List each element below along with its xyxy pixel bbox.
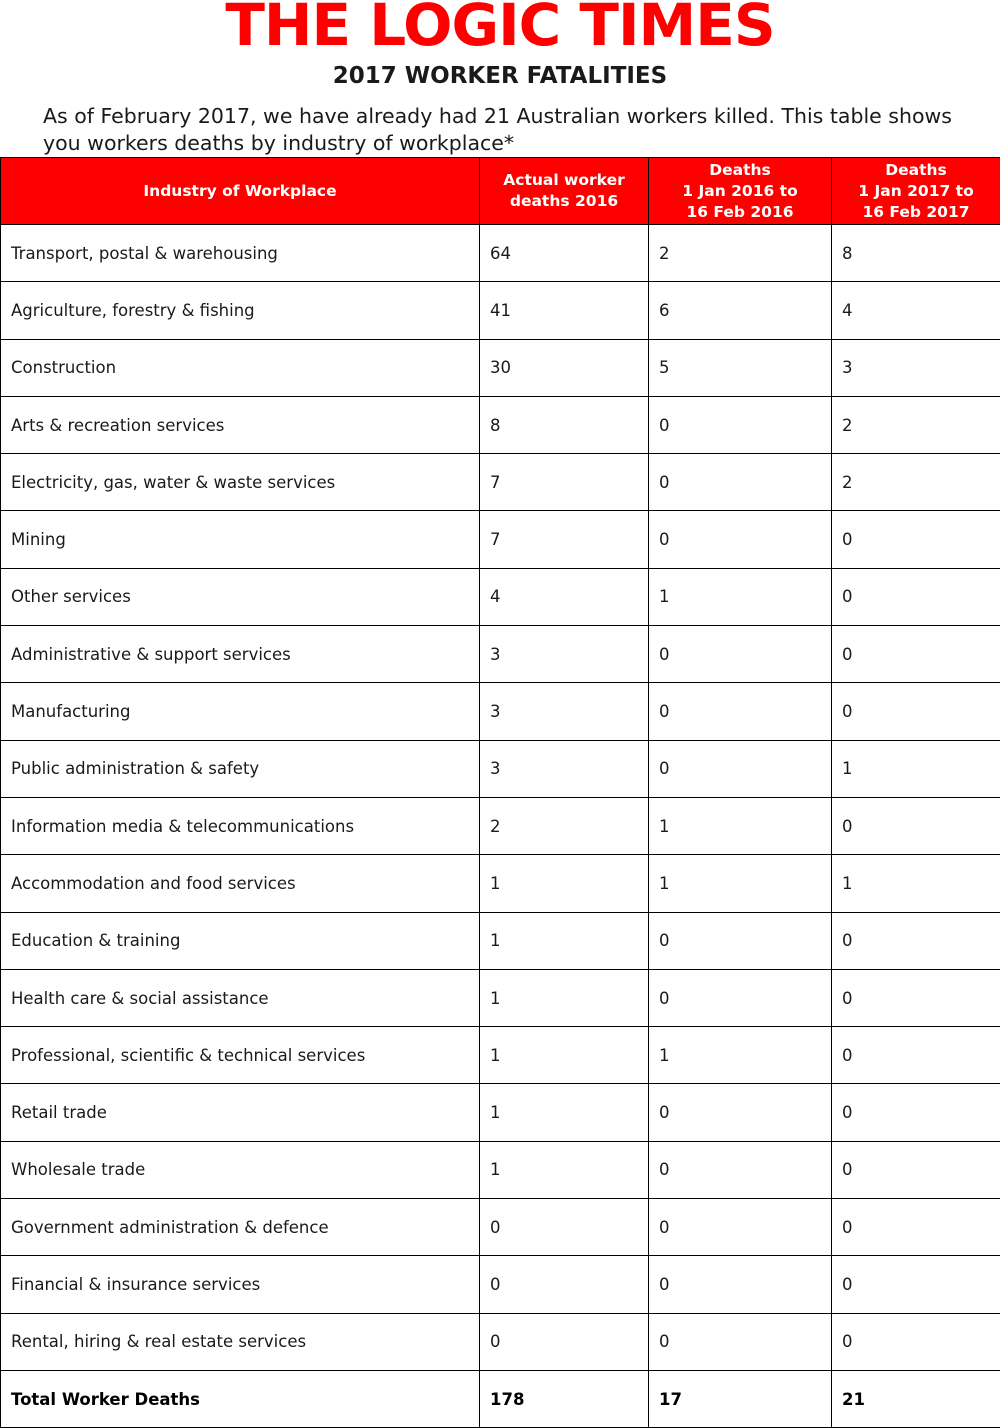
table-row xyxy=(1,1084,1000,1141)
cell-industry: Wholesale trade xyxy=(1,1141,480,1198)
cell-period-2017: 0 xyxy=(832,1141,1000,1198)
cell-period-2017: 0 xyxy=(832,511,1000,568)
table-body xyxy=(1,225,1000,1428)
table-row xyxy=(1,568,1000,625)
cell-period-2016: 5 xyxy=(649,339,832,396)
cell-period-2016: 0 xyxy=(649,1313,832,1370)
cell-period-2016: 1 xyxy=(649,1027,832,1084)
cell-actual-2016: 1 xyxy=(480,1027,649,1084)
cell-period-2017: 8 xyxy=(832,225,1000,282)
cell-period-2016: 0 xyxy=(649,396,832,453)
cell-industry: Administrative & support services xyxy=(1,626,480,683)
page-subtitle: 2017 WORKER FATALITIES xyxy=(0,60,1000,92)
cell-actual-2016: 8 xyxy=(480,396,649,453)
cell-period-2017: 2 xyxy=(832,396,1000,453)
cell-industry: Government administration & defence xyxy=(1,1199,480,1256)
cell-industry: Public administration & safety xyxy=(1,740,480,797)
cell-industry: Manufacturing xyxy=(1,683,480,740)
table-row xyxy=(1,454,1000,511)
intro-paragraph: As of February 2017, we have already had 21 Australian workers killed. This table shows you workers deaths by industry of workplace* xyxy=(43,103,978,157)
cell-industry: Other services xyxy=(1,568,480,625)
cell-actual-2016: 1 xyxy=(480,1141,649,1198)
cell-period-2017: 0 xyxy=(832,568,1000,625)
header-industry: Industry of Workplace xyxy=(1,158,480,225)
cell-industry: Retail trade xyxy=(1,1084,480,1141)
cell-period-2016: 0 xyxy=(649,683,832,740)
cell-period-2017: 2 xyxy=(832,454,1000,511)
cell-period-2016: 1 xyxy=(649,855,832,912)
cell-period-2017: 0 xyxy=(832,969,1000,1026)
cell-period-2017: 3 xyxy=(832,339,1000,396)
cell-period-2016: 0 xyxy=(649,912,832,969)
cell-period-2017: 4 xyxy=(832,282,1000,339)
total-period-2016: 17 xyxy=(649,1370,832,1427)
cell-period-2017: 1 xyxy=(832,855,1000,912)
cell-actual-2016: 1 xyxy=(480,855,649,912)
table-row xyxy=(1,1141,1000,1198)
cell-actual-2016: 0 xyxy=(480,1199,649,1256)
fatalities-table xyxy=(0,157,1000,1428)
cell-industry: Transport, postal & warehousing xyxy=(1,225,480,282)
cell-actual-2016: 30 xyxy=(480,339,649,396)
cell-industry: Education & training xyxy=(1,912,480,969)
total-period-2017: 21 xyxy=(832,1370,1000,1427)
cell-period-2016: 0 xyxy=(649,1141,832,1198)
total-actual-2016: 178 xyxy=(480,1370,649,1427)
table-row xyxy=(1,396,1000,453)
cell-industry: Rental, hiring & real estate services xyxy=(1,1313,480,1370)
cell-period-2016: 0 xyxy=(649,626,832,683)
cell-period-2016: 1 xyxy=(649,568,832,625)
table-row xyxy=(1,339,1000,396)
table-row xyxy=(1,1256,1000,1313)
cell-industry: Information media & telecommunications xyxy=(1,797,480,854)
cell-actual-2016: 4 xyxy=(480,568,649,625)
total-label: Total Worker Deaths xyxy=(1,1370,480,1427)
cell-actual-2016: 1 xyxy=(480,969,649,1026)
cell-period-2017: 0 xyxy=(832,626,1000,683)
cell-actual-2016: 3 xyxy=(480,740,649,797)
cell-period-2017: 0 xyxy=(832,1199,1000,1256)
cell-period-2017: 0 xyxy=(832,1256,1000,1313)
cell-industry: Electricity, gas, water & waste services xyxy=(1,454,480,511)
table-row xyxy=(1,282,1000,339)
cell-actual-2016: 7 xyxy=(480,454,649,511)
table-row xyxy=(1,626,1000,683)
cell-period-2016: 2 xyxy=(649,225,832,282)
cell-period-2016: 0 xyxy=(649,969,832,1026)
cell-industry: Construction xyxy=(1,339,480,396)
cell-period-2017: 0 xyxy=(832,797,1000,854)
table-row xyxy=(1,1313,1000,1370)
cell-actual-2016: 64 xyxy=(480,225,649,282)
cell-period-2017: 0 xyxy=(832,912,1000,969)
total-row xyxy=(1,1370,1000,1427)
table-row xyxy=(1,1027,1000,1084)
cell-period-2016: 0 xyxy=(649,1199,832,1256)
table-row xyxy=(1,740,1000,797)
table-row xyxy=(1,912,1000,969)
cell-industry: Mining xyxy=(1,511,480,568)
cell-period-2016: 0 xyxy=(649,1256,832,1313)
cell-period-2017: 0 xyxy=(832,1027,1000,1084)
cell-industry: Financial & insurance services xyxy=(1,1256,480,1313)
cell-actual-2016: 0 xyxy=(480,1313,649,1370)
cell-actual-2016: 41 xyxy=(480,282,649,339)
cell-industry: Arts & recreation services xyxy=(1,396,480,453)
cell-industry: Agriculture, forestry & fishing xyxy=(1,282,480,339)
cell-actual-2016: 3 xyxy=(480,683,649,740)
cell-period-2016: 0 xyxy=(649,740,832,797)
cell-period-2016: 0 xyxy=(649,511,832,568)
cell-actual-2016: 7 xyxy=(480,511,649,568)
cell-period-2017: 0 xyxy=(832,683,1000,740)
cell-actual-2016: 0 xyxy=(480,1256,649,1313)
cell-actual-2016: 1 xyxy=(480,912,649,969)
cell-actual-2016: 2 xyxy=(480,797,649,854)
table-row xyxy=(1,855,1000,912)
cell-period-2016: 0 xyxy=(649,454,832,511)
header-deaths-2017-period: Deaths 1 Jan 2017 to 16 Feb 2017 xyxy=(832,158,1000,225)
cell-period-2016: 0 xyxy=(649,1084,832,1141)
cell-period-2017: 1 xyxy=(832,740,1000,797)
header-row xyxy=(1,158,1000,225)
table-row xyxy=(1,969,1000,1026)
header-actual-deaths-2016: Actual worker deaths 2016 xyxy=(480,158,649,225)
cell-period-2016: 6 xyxy=(649,282,832,339)
table-header xyxy=(1,158,1000,225)
cell-actual-2016: 1 xyxy=(480,1084,649,1141)
cell-period-2016: 1 xyxy=(649,797,832,854)
table-row xyxy=(1,225,1000,282)
table-row xyxy=(1,1199,1000,1256)
cell-industry: Health care & social assistance xyxy=(1,969,480,1026)
cell-actual-2016: 3 xyxy=(480,626,649,683)
table-row xyxy=(1,683,1000,740)
masthead-title: THE LOGIC TIMES xyxy=(0,0,1000,58)
cell-industry: Professional, scientific & technical services xyxy=(1,1027,480,1084)
table-row xyxy=(1,797,1000,854)
table-row xyxy=(1,511,1000,568)
header-deaths-2016-period: Deaths 1 Jan 2016 to 16 Feb 2016 xyxy=(649,158,832,225)
cell-industry: Accommodation and food services xyxy=(1,855,480,912)
cell-period-2017: 0 xyxy=(832,1084,1000,1141)
cell-period-2017: 0 xyxy=(832,1313,1000,1370)
